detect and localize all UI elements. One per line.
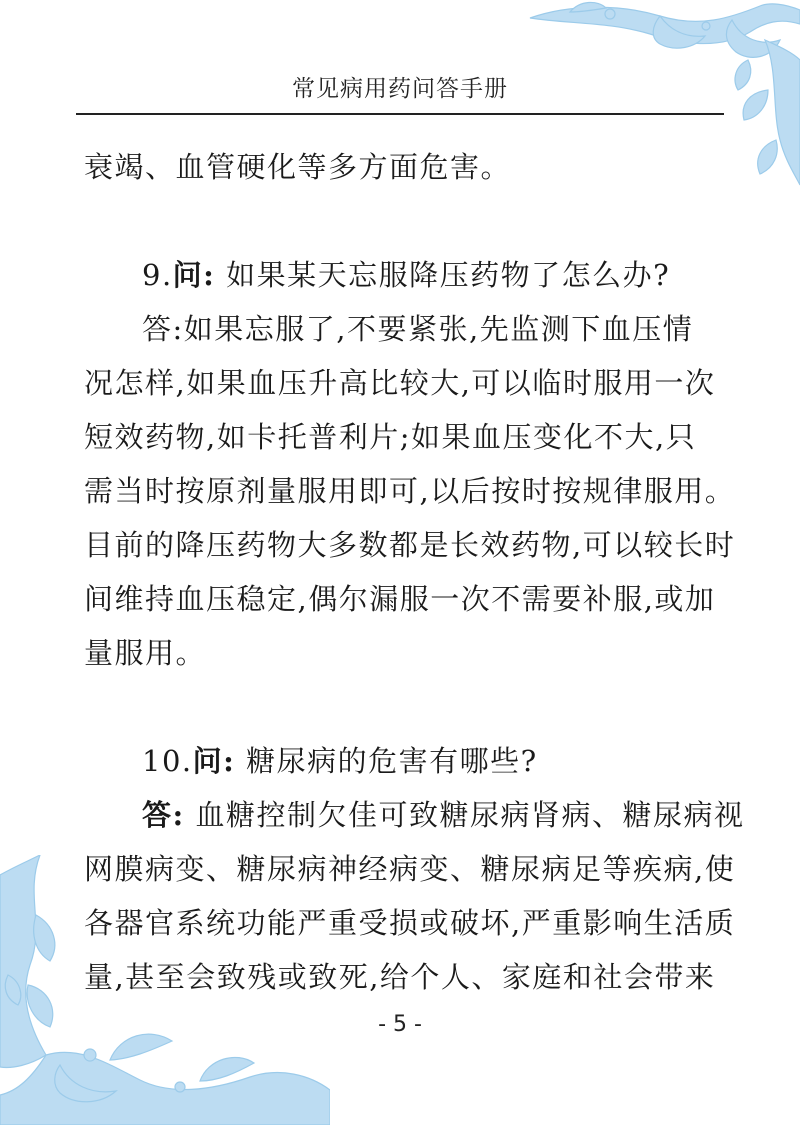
question-10-number: 10. (142, 744, 193, 778)
paragraph-gap (84, 680, 724, 734)
page-number: - 5 - (378, 1012, 422, 1037)
answer-9-line: 需当时按原剂量服用即可,以后按时按规律服用。 (84, 474, 736, 508)
paragraph-gap (84, 194, 724, 248)
question-10-text: 糖尿病的危害有哪些? (246, 744, 538, 778)
answer-9-line: 况怎样,如果血压升高比较大,可以临时服用一次 (84, 366, 716, 400)
running-header: 常见病用药问答手册 (292, 76, 508, 102)
answer-10-first-line (84, 788, 745, 842)
answer-10-line: 量,甚至会致残或致死,给个人、家庭和社会带来 (84, 960, 716, 994)
answer-9-text: 如果忘服了,不要紧张,先监测下血压情 (183, 312, 694, 346)
answer-9-line: 间维持血压稳定,偶尔漏服一次不需要补服,或加 (84, 582, 716, 616)
page-content (84, 140, 745, 1004)
question-9 (84, 248, 724, 302)
header-rule (76, 113, 724, 115)
answer-10-text: 血糖控制欠佳可致糖尿病肾病、糖尿病视 (195, 798, 745, 832)
question-9-label: 问: (172, 258, 216, 292)
question-9-number: 9. (142, 258, 173, 292)
answer-9-line: 目前的降压药物大多数都是长效药物,可以较长时 (84, 528, 736, 562)
answer-9-first-line (84, 302, 724, 356)
answer-10-line: 网膜病变、糖尿病神经病变、糖尿病足等疾病,使 (84, 852, 736, 886)
question-10 (84, 734, 724, 788)
answer-9-line: 量服用。 (84, 636, 207, 670)
answer-10-label: 答: (142, 798, 185, 832)
answer-9-label: 答: (142, 312, 184, 346)
question-9-text: 如果某天忘服降压药物了怎么办? (226, 258, 671, 292)
answer-10-line: 各器官系统功能严重受损或破坏,严重影响生活质 (84, 906, 736, 940)
question-10-label: 问: (192, 744, 236, 778)
continuation-line: 衰竭、血管硬化等多方面危害。 (84, 150, 512, 184)
answer-9-line: 短效药物,如卡托普利片;如果血压变化不大,只 (84, 420, 697, 454)
